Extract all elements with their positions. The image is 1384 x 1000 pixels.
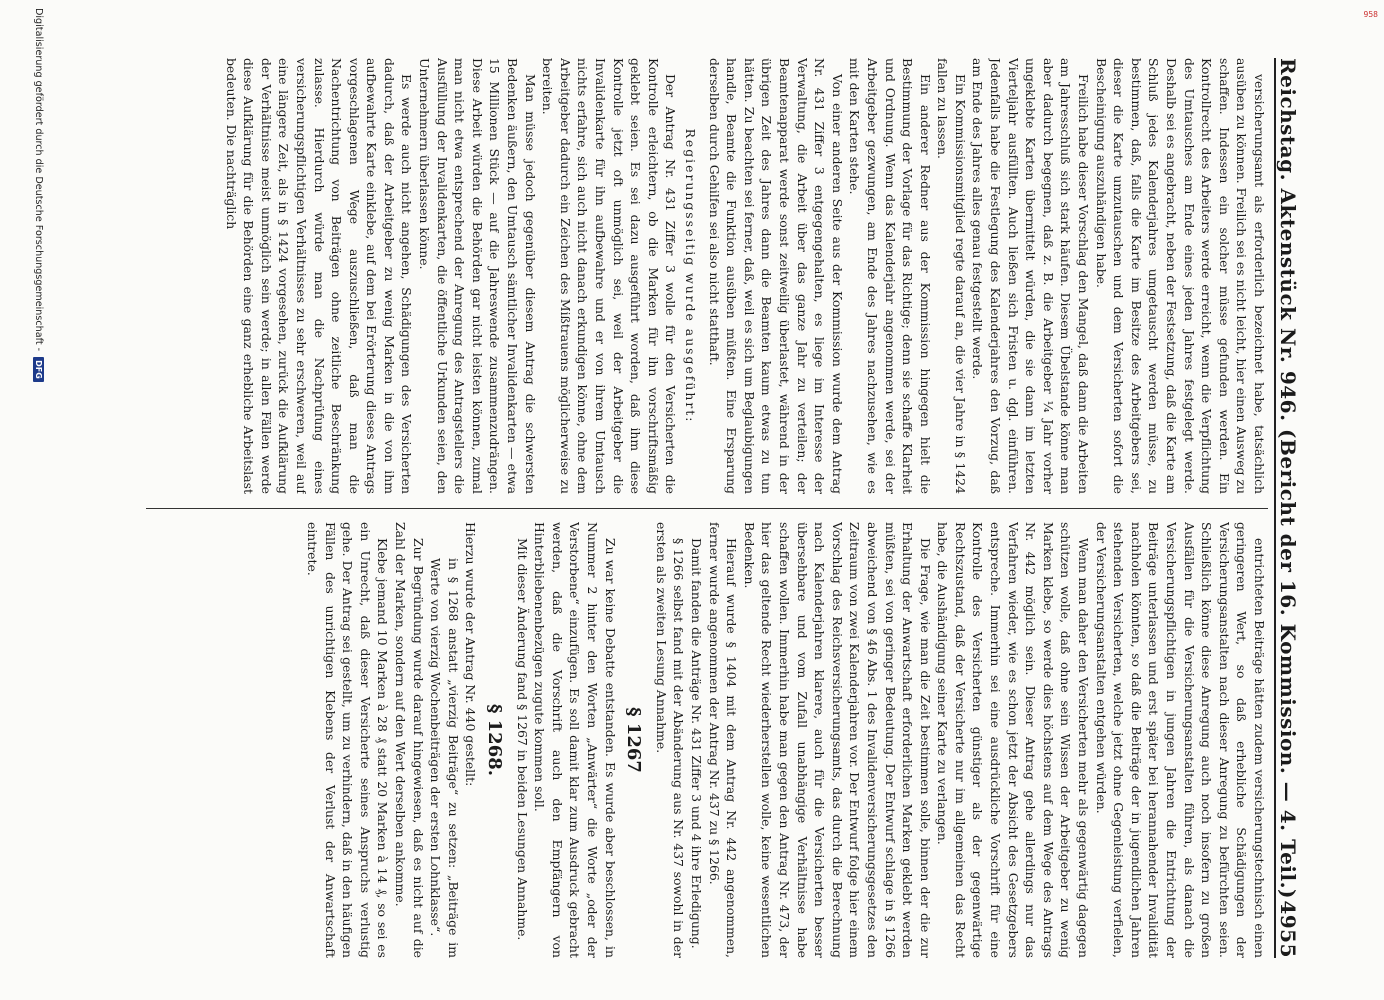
page-number: 4955 [1276,900,1300,958]
paragraph: Wenn man daher den Versicherten mehr als gegenwärtig dagegen schützen wolle, daß ohne sein Wissen der Arbeitgeber zu wenig Marken klebe, so werde dies höchstens auf dem Wege des Antrags Nr. 442 möglich sein. Dieser Antrag gehe allerdings nur das Verfahren wieder, wie es schon jetzt der Absicht des Gesetzgebers entspreche. Immerhin sei eine ausdrückliche Vorschrift für eine Kontrolle des Versicherten günstiger als der gegenwärtige Rechtszustand, daß der Versicherte nur im allgemeinen das Recht habe, die Aushändigung seiner Karte zu verlangen. [935,522,1092,958]
column-divider [146,508,1268,509]
paragraph: Damit fanden die Anträge Nr. 431 Ziffer 3 und 4 ihre Erledigung. [689,538,704,949]
paragraph: Freilich habe dieser Vorschlag den Mangel, daß dann die Arbeiten am Jahresschluß sich stark häufen. Diesem Übelstande könne man aber dadurch begegnen, daß z. B. die Arbeitgeber ¼ Jahr vorher ungeklebte Karten übermittelt würden, die sie dann im letzten Vierteljahr ausfüllten. Auch ließen sich Fristen u. dgl. einführen. Jedenfalls habe die Festlegung des Kalenderjahres den Vorzug, daß am Ende des Jahres alles genau festgestellt werde. [970,58,1092,494]
paragraph: Klebe jemand 10 Marken à 28 ₰ statt 20 Marken à 14 ₰, so sei es ein Unrecht, daß dieser Versicherte seines Anspruchs verlustig gehe. Der Antrag sei gestellt, um zu verhindern, daß in den häufigen Fällen des unrichtigen Klebens der Verlust der Anwartschaft eintrete. [305,522,391,958]
paragraph: Mit dieser Änderung fand § 1267 in beiden Lesungen Annahme. [514,538,530,941]
section-heading: § 1267 [623,707,645,773]
paragraph: versicherungsamt als erforderlich bezeichnet habe, tatsächlich ausüben zu können. Freilich sei es nicht leicht, hier einen Ausweg zu schaffen. Indessen ein solcher müsse gefunden werden. Ein Kontrollrecht des Arbeiters werde erreicht, wenn die Verpflichtung des Umtausches am Ende eines jeden Jahres festgelegt werde. Deshalb sei es angebracht, neben der Festsetzung, daß die Karte am Schluß jedes Kalenderjahres umgetauscht werden müsse, zu bestimmen, daß, falls die Karte im Besitze des Arbeitgebers sei, dieser die Karte umzutauschen und dem Versicherten sofort die Bescheinigung auszuhändigen habe. [1093,58,1267,494]
paragraph: Der Antrag Nr. 431 Ziffer 3 wolle für den Versicherten die Kontrolle erleichtern, ob die Marken für ihn vorschriftsmäßig geklebt seien. Es sei dazu ausgeführt worden, daß ihm diese Kontrolle jetzt oft unmöglich sei, weil der Arbeitgeber die Invalidenkarte für ihn aufbewahre und er von ihrem Umtausch nichts erfahre, sich auch nicht danach erkundigen könne, ohne dem Arbeitgeber dadurch ein Zeichen des Mißtrauens möglicherweise zu bereiten. [540,58,679,494]
paragraph: Die Frage, wie man die Zeit bestimmen solle, binnen der die zur Erhaltung der Anwartschaft erforderlichen Marken geklebt werden müßten, sei von geringer Bedeutung. Der Entwurf schlage in § 1266 abweichend von § 46 Abs. 1 des Invalidenversicherungsgesetzes den Zeitraum von zwei Kalenderjahren vor. Der Entwurf folge hier einem Vorschlag des Reichsversicherungsamts, das durch die Berechnung nach Kalenderjahren klarere, auch für die Versicherten besser übersehbare und vom Zufall unabhängige Verhältnisse habe schaffen wollen. Immerhin habe man gegen den Antrag Nr. 473, der hier das geltende Recht wiederherstellen wolle, keine wesentlichen Bedenken. [741,522,933,958]
paragraph: Man müsse jedoch gegenüber diesem Antrag die schwersten Bedenken äußern, den Umtausch sämtlicher Invalidenkarten — etwa 15 Millionen Stück — auf die Jahreswende zusammenzudrängen. Diese Arbeit würden die Behörden gar nicht leisten können, zumal man nicht etwa entsprechend der Anregung des Antragstellers die Ausfüllung der Invalidenkarten, die öffentliche Urkunden seien, den Unternehmern überlassen könne. [417,58,538,494]
right-column [146,522,1268,958]
paragraph: Regierungsseitig wurde ausgeführt: [683,128,698,424]
paragraph: entrichteten Beiträge hätten zudem versicherungstechnisch einen geringeren Wert, so daß erhebliche Schädigungen der Versicherungsanstalten nach dieser Anregung zu befürchten seien. Schließlich könne diese Anregung auch noch insofern zu großen Ausfällen für die Versicherungsanstalten führen, als danach die Versicherungspflichtigen in jungen Jahren die Entrichtung der Beiträge unterlassen und erst später bei herannahender Invalidität nachholen könnten, so daß die Beiträge der in jugendlichen Jahren stehenden Versicherten, welche jetzt ohne Gegenleistung verfielen, der Versicherungsanstalten entgehen würden. [1093,522,1267,958]
scan-label: 958 [1363,10,1378,19]
paragraph: in § 1268 anstatt „vierzig Beiträge“ zu setzen: „Beiträge im Werte von vierzig Wochenbeiträgen der ersten Lohnklasse“. [428,558,461,958]
paragraph: Ein Kommissionsmitglied regte darauf an, die vier Jahre in § 1424 fallen zu lassen. [935,58,968,494]
page-title: Reichstag. Aktenstück Nr. 946. (Bericht der 16. Kommission. — 4. Teil.) [1276,58,1300,900]
paragraph: Hierzu wurde der Antrag Nr. 440 gestellt: [463,522,479,787]
section-heading: § 1268. [484,703,506,777]
paragraph: Von einer anderen Seite aus der Kommission wurde dem Antrag Nr. 431 Ziffer 3 entgegengehalten, es liege im Interesse der Verwaltung, die Arbeit über das ganze Jahr zu verteilen; der Beamtenapparat werde sonst zeitweilig überlastet, während in der übrigen Zeit des Jahres dann die Beamten kaum etwas zu tun hätten. Zu beachten sei ferner, daß, weil es sich um Beglaubigungen handle, Beamte die Funktion ausüben müßten. Eine Ersparung derselben durch Gehilfen sei also nicht statthaft. [706,58,845,494]
paragraph: Hierauf wurde § 1404 mit dem Antrag Nr. 442 angenommen, ferner wurde angenommen der Antrag Nr. 437 zu § 1266. [706,522,740,958]
paragraph: Ein anderer Redner aus der Kommission hingegen hielt die Bestimmung der Vorlage für das Richtige; denn sie schaffe Klarheit und Ordnung. Wenn das Kalenderjahr angenommen werde, sei der Arbeitgeber gezwungen, am Ende des Jahres nachzusehen, wie es mit den Karten stehe. [847,58,933,494]
paragraph: § 1266 selbst fand mit der Abänderung aus Nr. 437 sowohl in der ersten als zweiten Lesung Annahme. [653,522,687,958]
dfg-logo: DFG [33,357,44,382]
paragraph: Es werde auch nicht angehen, Schädigungen des Versicherten dadurch, daß der Arbeitgeber zu wenig Marken in die von ihm aufbewahrte Karte einklebe, auf dem bei Erörterung dieses Antrags vorgeschlagenen Wege auszuschließen, daß man die Nachentrichtung von Beiträgen ohne zeitliche Beschränkung zulasse. Hierdurch würde man die Nachprüfung eines versicherungspflichtigen Verhältnisses zu sehr erschweren, weil auf eine längere Zeit, als in § 1424 vorgesehen, zurück die Aufklärung der Verhältnisse meist unmöglich sein werde; in allen Fällen werde diese Aufklärung für die Behörden eine ganz erhebliche Arbeitslast bedeuten. Die nachträglich [223,58,415,494]
paragraph: Zu war keine Debatte entstanden. Es wurde aber beschlossen, in Nummer 2 hinter den Worten „Anwärter“ die Worte „oder der Verstorbene“ einzufügen. Es soll damit klar zum Ausdruck gebracht werden, daß die Vorschrift auch den Empfängern von Hinterbliebenenbezügen zugute kommen soll. [532,522,618,958]
paragraph: Zur Begründung wurde darauf hingewiesen, daß es nicht auf die Zahl der Marken, sondern auf den Wert derselben ankomme. [393,522,426,958]
digitization-credit [33,8,44,978]
page-header [1274,58,1302,958]
left-column [146,58,1268,494]
credit-text: Digitalisierung gefördert durch die Deutsche Forschungsgemeinschaft - [33,8,44,352]
